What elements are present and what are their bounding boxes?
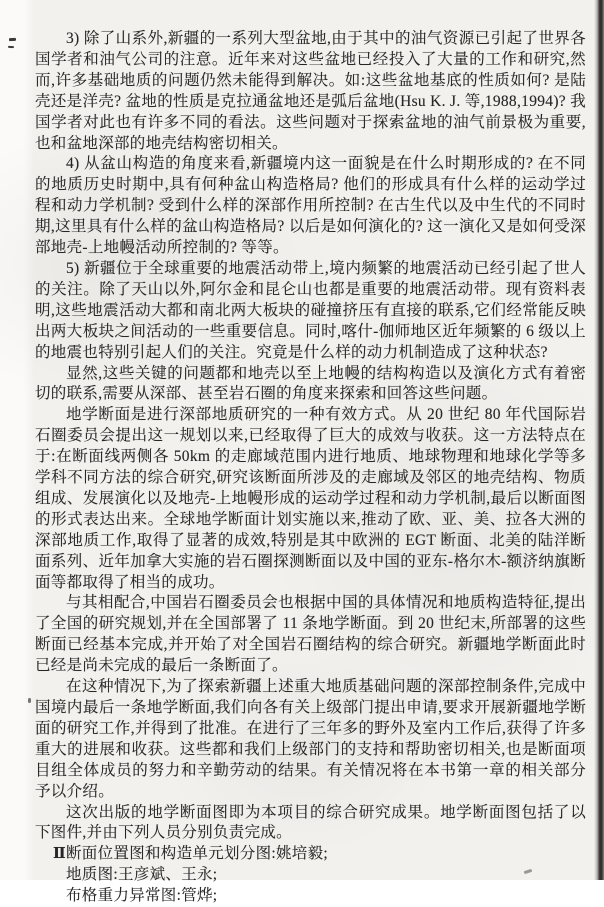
paragraph-transect-method: 地学断面是进行深部地质研究的一种有效方式。从 20 世纪 80 年代国际岩石圈委员会提出这一规划以来,已经取得了巨大的成效与收获。这一方法特点在于:在断面线两侧各 50km 的走廊域范围内进行地质、地球物理和地球化学等多学科不同方法的综合研究,研究该断面所涉及的走廊域及邻区的地壳结构、物质组成、发展演化以及地壳-上地幔形成的运动学过程和动力学机制,最后以断面图的形式表达出来。全球地学断面计划实施以来,推动了欧、亚、美、拉各大洲的深部地质工作,取得了显著的成效,特别是其中欧洲的 EGT 断面、北美的陆洋断面系列、近年加拿大实施的岩石圈探测断面以及中国的亚东-格尔木-额济纳旗断面等都取得了相当的成功。 — [35, 406, 586, 591]
paragraph-summary: 显然,这些关键的问题都和地壳以至上地幔的结构构造以及演化方式有着密切的联系,需要从深部、甚至岩石圈的角度来探索和回答这些问题。 — [35, 364, 586, 403]
credits-list — [35, 844, 586, 907]
scan-speck — [9, 38, 16, 41]
paragraph-item-5: 5) 新疆位于全球重要的地震活动带上,境内频繁的地震活动已经引起了世人的关注。除了天山以外,阿尔金和昆仑山也都是重要的地震活动带。现有资料表明,这些地震活动大都和南北两大板块的碰撞挤压有直接的联系,它们经常能反映出两大板块之间活动的一些重要信息。同时,喀什-伽师地区近年频繁的 6 级以上的地震也特别引起人们的关注。究竟是什么样的动力机制造成了这种状态? — [35, 259, 586, 361]
paragraph-publication-intro: 这次出版的地学断面图即为本项目的综合研究成果。地学断面图包括了以下图件,并由下列人员分别负责完成。 — [35, 803, 586, 842]
scan-speck — [28, 698, 31, 703]
scan-edge-shadow — [594, 0, 604, 880]
paragraph-project-application: 在这种情况下,为了探索新疆上述重大地质基础问题的深部控制条件,完成中国境内最后一条地学断面,我们向各有关上级部门提出申请,要求开展新疆地学断面的研究工作,并得到了批准。在进行了三年多的野外及室内工作后,获得了许多重大的进展和收获。这些都和我们上级部门的支持和帮助密切相关,也是断面项目组全体成员的努力和辛勤劳动的结果。有关情况将在本书第一章的相关部分予以介绍。 — [35, 678, 586, 800]
paragraph-item-4: 4) 从盆山构造的角度来看,新疆境内这一面貌是在什么时期形成的? 在不同的地质历史时期中,具有何种盆山构造格局? 他们的形成具有什么样的运动学过程和动力学机制? 受到什么样的深部作用所控制? 在古生代以及中生代的不同时期,这里具有什么样的盆山构造格局? 以后是如何演化的? 这一演化又是如何受深部地壳-上地幔活动所控制的? 等等。 — [35, 155, 586, 257]
page-number: Ⅱ — [53, 846, 66, 862]
scan-speck — [8, 46, 14, 48]
document-body — [35, 29, 586, 907]
credit-line: 地质图:王彦斌、王永; — [66, 866, 218, 884]
paragraph-item-3: 3) 除了山系外,新疆的一系列大型盆地,由于其中的油气资源已引起了世界各国学者和油气公司的注意。近年来对这些盆地已经投入了大量的工作和研究,然而,许多基础地质的问题仍然未能得到解决。如:这些盆地基底的性质如何? 是陆壳还是洋壳? 盆地的性质是克拉通盆地还是弧后盆地(Hsu K. J. 等,1988,1994)? 我国学者对此也有许多不同的看法。这些问题对于探索盆地的油气前景极为重要,也和盆地深部的地壳结构密切相关。 — [35, 30, 586, 152]
credit-line: 布格重力异常图:管烨; — [66, 887, 218, 905]
paragraph-china-plan: 与其相配合,中国岩石圈委员会也根据中国的具体情况和地质构造特征,提出了全国的研究规划,并在全国部署了 11 条地学断面。到 20 世纪末,所部署的这些断面已经基本完成,并开始了对全国岩石圈结构的综合研究。新疆地学断面此时已经是尚未完成的最后一条断面了。 — [35, 594, 586, 675]
credit-line: 断面位置图和构造单元划分图:姚培毅; — [66, 845, 329, 863]
